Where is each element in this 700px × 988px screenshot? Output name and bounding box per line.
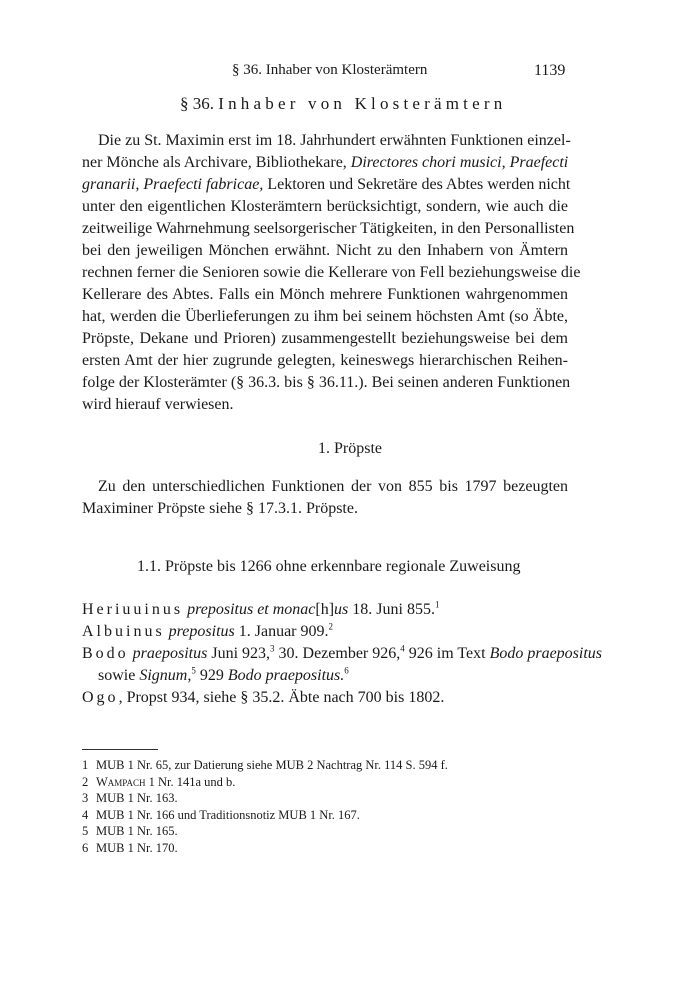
text-line: rechnen ferner die Senioren sowie die Kellerare von Fell beziehungsweise die [82,264,581,281]
list-item: Ogo, Propst 934, siehe § 35.2. Äbte nach 700 bis 1802. [82,689,445,706]
text-line: folge der Klosterämter (§ 36.3. bis § 36.11.). Bei seinen anderen Funktionen [82,374,571,391]
list-item-continuation: sowie Signum,$^5$ 929 Bodo praepositus.$^6$ [98,665,349,684]
text-line: ner Mönche als Archivare, Bibliothekare, Directores chori musici, Praefecti [82,154,569,171]
footnote-ref: 5 [191,665,196,676]
page-number: 1139 [534,62,566,79]
text-line: granarii, Praefecti fabricae, Lektoren und Sekretäre des Abtes werden nicht [82,176,571,193]
footnote: 5 MUB 1 Nr. 165. [82,824,178,838]
text-line: Kellerare des Abtes. Falls ein Mönch mehrere Funktionen wahrgenommen [82,286,568,303]
footnote-ref: 4 [400,643,405,654]
footnote: 3 MUB 1 Nr. 163. [82,791,178,805]
list-item: Bodo praepositus Juni 923,$^3$ 30. Dezember 926,$^4$ 926 im Text Bodo praepositus [82,643,603,662]
footnote-divider [82,749,158,750]
list-item: Heriuuinus prepositus et monac[h]us 18. Juni 855.$^1$ [82,599,440,618]
text-line: Pröpste, Dekane und Prioren) zusammengestellt beziehungsweise bei dem [82,330,568,347]
footnotes [82,757,582,856]
text-line: unter den eigentlichen Klosterämtern berücksichtigt, sondern, wie auch die [82,198,568,215]
text-line: Die zu St. Maximin erst im 18. Jahrhundert erwähnten Funktionen einzel- [98,132,571,149]
text-line: wird hierauf verwiesen. [82,396,234,413]
propst-list [82,599,603,709]
footnote: 6 MUB 1 Nr. 170. [82,840,178,855]
footnote-ref: 1 [434,599,440,610]
running-title: § 36. Inhaber von Klosterämtern [232,62,428,78]
intro-paragraph [82,130,581,416]
text-line: ersten Amt der hier zugrunde gelegten, keineswegs hierarchischen Reihen- [82,352,568,369]
text-line: Zu den unterschiedlichen Funktionen der von 855 bis 1797 bezeugten [98,478,568,495]
running-head [0,62,700,82]
footnote-ref: 6 [344,665,349,676]
section-title: Inhaber von Klosterämtern [218,94,507,113]
text-line: Maximiner Pröpste siehe § 17.3.1. Pröpste. [82,500,358,517]
propst-intro-paragraph [82,476,568,520]
footnote: 2 Wampach 1 Nr. 141a und b. [82,774,236,789]
footnote-ref: 3 [270,643,275,654]
footnote-ref: 2 [328,621,334,632]
section-heading [180,94,506,114]
footnote: 1 MUB 1 Nr. 65, zur Datierung siehe MUB 2 Nachtrag Nr. 114 S. 594 f. [82,758,448,772]
text-line: zeitweilige Wahrnehmung seelsorgerischer Tätigkeiten, in den Personallisten [82,220,575,237]
subheading: 1. Pröpste [318,440,382,457]
footnote: 4 MUB 1 Nr. 166 und Traditionsnotiz MUB 1 Nr. 167. [82,807,360,822]
subsubheading: 1.1. Pröpste bis 1266 ohne erkennbare regionale Zuweisung [137,558,521,575]
section-number: § 36. [180,94,214,113]
text-line: hat, werden die Überlieferungen zu ihm bei seinem höchsten Amt (so Äbte, [82,308,568,325]
list-item: Albuinus prepositus 1. Januar 909.$^2$ [82,621,334,640]
text-line: bei den jeweiligen Mönchen erwähnt. Nicht zu den Inhabern von Ämtern [82,242,568,259]
